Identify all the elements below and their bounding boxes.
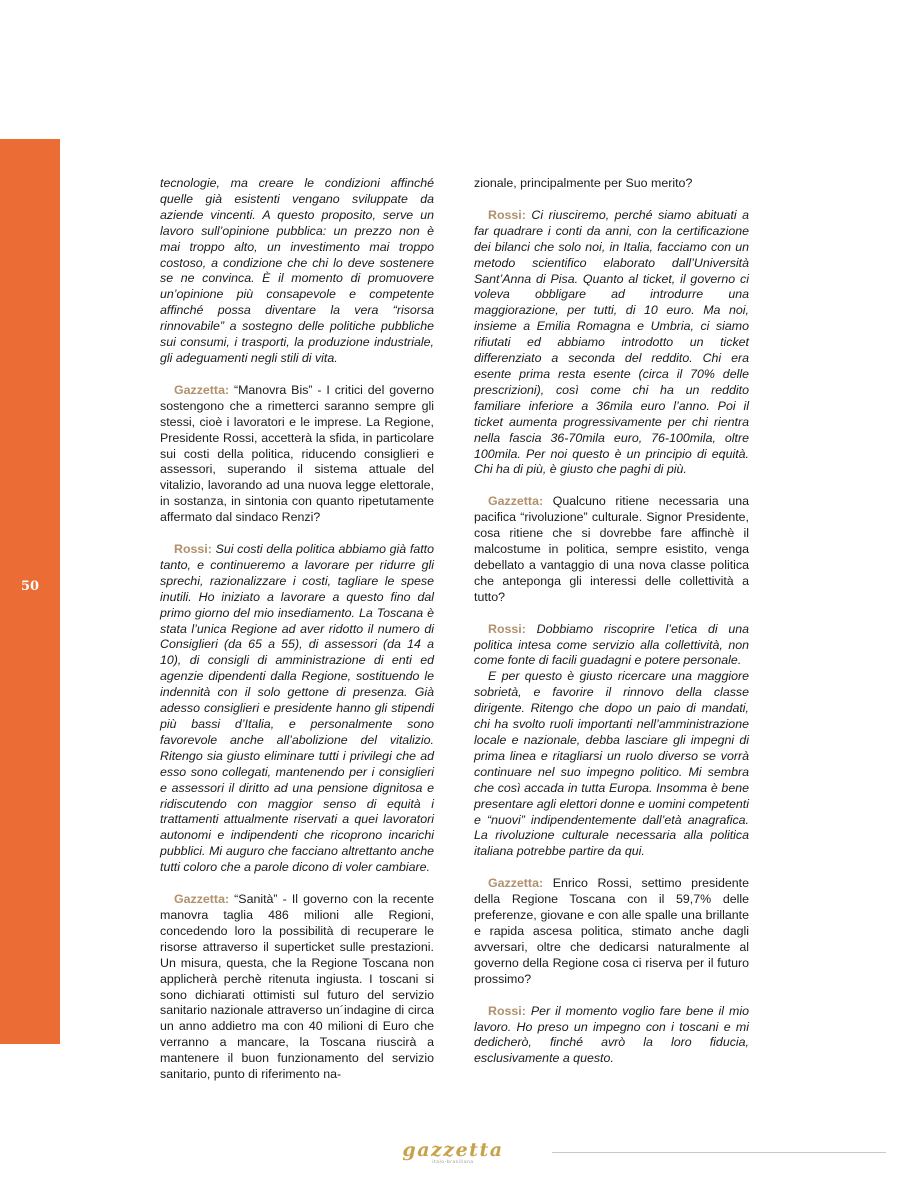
speaker-gazzetta: Gazzetta: <box>174 382 230 397</box>
answer-etica <box>474 622 749 670</box>
question-continued: zionale, principalmente per Suo merito? <box>474 176 693 190</box>
speaker-rossi: Rossi: <box>488 1003 526 1018</box>
speaker-rossi: Rossi: <box>488 207 526 222</box>
question-futuro <box>474 876 749 987</box>
footer-divider <box>552 1152 886 1153</box>
page-number: 50 <box>20 579 40 594</box>
question-text: Qualcuno ritiene necessaria una pacifica “rivoluzione” culturale. Signor Presidente, cosa ritiene che si dovrebbe fare affinchè il malcostume in politica, sempre esistito, venga debellato a vantaggio di una nova classe politica che anteponga gli interessi delle collettività a tutto? <box>474 494 749 604</box>
speaker-rossi: Rossi: <box>488 621 526 636</box>
speaker-gazzetta: Gazzetta: <box>488 876 544 891</box>
answer-ticket <box>474 208 749 478</box>
speaker-gazzetta: Gazzetta: <box>488 494 544 509</box>
gazzetta-logo <box>396 1140 510 1166</box>
question-sanita <box>160 892 434 1083</box>
text-column-left <box>160 176 434 1083</box>
answer-text: Ci riusciremo, perché siamo abituati a far quadrare i conti da anni, con la certificazione dei bilanci che solo noi, in Italia, facciamo con un metodo scientifico elaborato dall’Università Sant’Anna di Pisa. Quanto al ticket, il governo ci voleva obbligare ad introdurre una maggiorazione, per tutti, di 10 euro. Ma noi, insieme a Emilia Romagna e Umbria, ci siamo rifiutati ed abbiamo introdotto un ticket differenziato a seconda del reddito. Chi era esente prima resta esente (circa il 70% delle prescrizioni), così come chi ha un reddito familiare inferiore a 36mila euro l’anno. Poi il ticket aumenta progressivamente per chi rientra nella fascia 36-70mila euro, 76-100mila, oltre 100mila. Per noi questo è un principio di equità. Chi ha di più, è giusto che paghi di più. <box>474 207 749 477</box>
question-text: Enrico Rossi, settimo presidente della Regione Toscana con il 59,7% delle preferenze, giovane e con alle spalle una brillante e rapida ascesa politica, stimato anche dagli avversari, oltre che dedicarsi naturalmente al governo della Regione cosa ci riserva per il futuro prossimo? <box>474 876 749 986</box>
question-rivoluzione <box>474 494 749 605</box>
answer-etica-continued: E per questo è giusto ricercare una maggiore sobrietà, e favorire il rinnovo della classe dirigente. Ritengo che dopo un paio di mandati, chi ha svolto ruoli importanti nell’amministrazione locale e nazionale, debba lasciare gli impegni di prima linea e ritagliarsi un ruolo diverso se vorrà continuare nel suo impegno politico. Mi sembra che così accada in tutta Europa. Insomma è bene presentare agli elettori donne e uomini competenti e “nuovi” indipendentemente dall’età anagrafica. La rivoluzione culturale necessaria alla politica italiana potrebbe partire da qui. <box>474 669 749 859</box>
speaker-rossi: Rossi: <box>174 542 212 557</box>
answer-futuro <box>474 1004 749 1068</box>
logo-word: gazzetta <box>402 1139 504 1161</box>
answer-text: Dobbiamo riscoprire l’etica di una politica intesa come servizio alla collettività, non come fonte di facili guadagni e potere personale. <box>474 621 749 668</box>
question-manovra <box>160 383 434 526</box>
speaker-gazzetta: Gazzetta: <box>174 892 230 907</box>
answer-text: Per il momento voglio fare bene il mio lavoro. Ho preso un impegno con i toscani e mi dedicherò, finché avrò la loro fiducia, esclusivamente a questo. <box>474 1003 749 1066</box>
question-text: “Sanità” - Il governo con la recente manovra taglia 486 milioni alle Regioni, concedendo loro la possibilità di recuperare le risorse attraverso il superticket sulle prestazioni. Un misura, questa, che la Regione Toscana non applicherà perchè ritenuta ingiusta. I toscani si sono dichiarati ottimisti sul futuro del servizio sanitario nazionale attraverso un´indagine di circa un anno addietro ma con 40 milioni di Euro che verranno a mancare, la Toscana riuscirà a mantenere il buon funzionamento del servizio sanitario, punto di riferimento na- <box>160 892 434 1082</box>
question-text: “Manovra Bis” - I critici del governo sostengono che a rimetterci saranno sempre gli stessi, cioè i lavoratori e le imprese. La Regione, Presidente Rossi, accetterà la sfida, in particolare sui costi della politica, riducendo consiglieri e assessori, superando il sistema attuale del vitalizio, lavorando ad una nuova legge elettorale, in sostanza, in sintonia con quanto ripetutamente affermato dal sindaco Renzi? <box>160 382 434 525</box>
answer-text: Sui costi della politica abbiamo già fatto tanto, e continueremo a lavorare per ridurre gli sprechi, razionalizzare i costi, tagliare le spese inutili. Ho iniziato a lavorare a questo fino dal primo giorno del mio insediamento. La Toscana è stata l’unica Regione ad aver ridotto il numero di Consiglieri (da 65 a 55), di assessori (da 14 a 10), di consigli di amministrazione di enti ed agenzie dipendenti dalla Regione, sostituendo le indennità con il solo gettone di presenza. Già adesso consiglieri e presidente hanno gli stipendi più bassi d’Italia, e personalmente sono favorevole anche all’abolizione del vitalizio. Ritengo sia giusto eliminare tutti i privilegi che ad esso sono collegati, mantenendo per i consiglieri e assessori il diritto ad una pensione dignitosa e ridiscutendo con maggior senso di equità i trattamenti attualmente riservati a quei lavoratori autonomi e indipendenti che ricoprono incarichi pubblici. Mi auguro che facciano altrettanto anche tutti coloro che a parole dicono di voler cambiare. <box>160 542 434 875</box>
text-column-right <box>474 176 749 1067</box>
logo-subtitle: italo-brasiliana <box>432 1160 474 1165</box>
answer-costi-politica <box>160 542 434 876</box>
paragraph-intro-continued: tecnologie, ma creare le condizioni affinché quelle già esistenti vengano sviluppate da aziende vincenti. A questo proposito, serve un lavoro sull’opinione pubblica: un prezzo non è mai troppo alto, un investimento mai troppo costoso, a condizione che chi lo deve sostenere se ne convinca. È il momento di promuovere un’opinione più consapevole e competente affinché possa diventare la vera “risorsa rinnovabile” a sostegno delle politiche pubbliche sui consumi, i trasporti, la produzione industriale, gli adeguamenti negli stili di vita. <box>160 176 434 365</box>
